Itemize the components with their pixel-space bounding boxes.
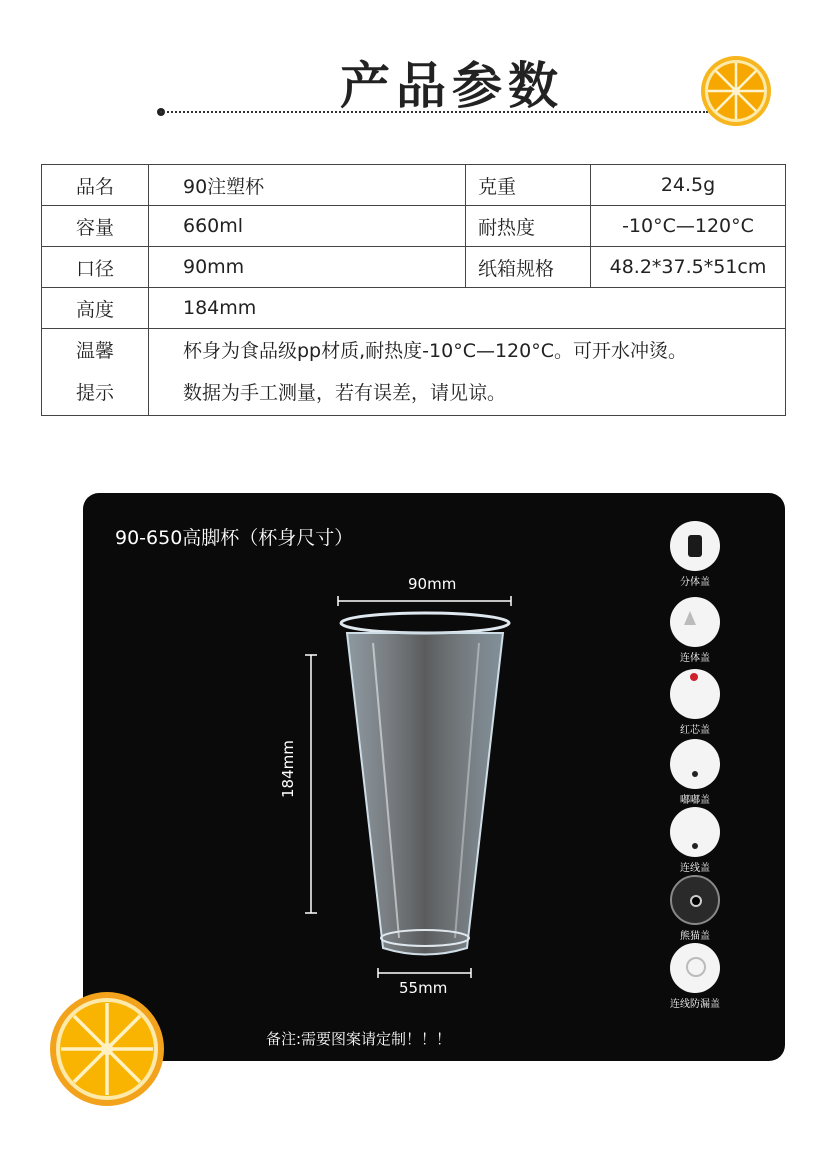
lid-option: [665, 807, 725, 874]
spec-table: [41, 164, 786, 416]
table-row: [42, 247, 786, 288]
note-line: 杯身为食品级pp材质,耐热度-10°C—120°C。可开水冲烫。: [183, 340, 687, 362]
lid-option: [665, 669, 725, 736]
spec-value: 48.2*37.5*51cm: [591, 247, 786, 288]
panel-title: 90-650高脚杯（杯身尺寸）: [115, 527, 354, 549]
spec-label: 纸箱规格: [466, 247, 591, 288]
spec-value: 24.5g: [591, 165, 786, 206]
lid-name: 连线盖: [680, 863, 710, 874]
spec-label: 口径: [42, 247, 149, 288]
spec-value: 90注塑杯: [149, 165, 466, 206]
note-line: 数据为手工测量，若有误差，请见谅。: [183, 382, 507, 404]
spec-label: 品名: [42, 165, 149, 206]
spec-value: 90mm: [149, 247, 466, 288]
panda-lid-icon: [670, 875, 720, 925]
lid-option: [665, 875, 725, 942]
spec-label: 克重: [466, 165, 591, 206]
lid-name: 嘟嘟盖: [680, 795, 710, 806]
linked-lid-icon: [670, 807, 720, 857]
note-text: [149, 329, 786, 416]
note-label-line: 温馨: [75, 340, 114, 362]
page-title: 产品参数: [340, 57, 564, 115]
lid-option: [665, 521, 725, 588]
lid-option: [665, 943, 725, 1010]
split-lid-icon: [670, 521, 720, 571]
note-label-line: 提示: [75, 382, 114, 404]
title-dotted-line: [160, 111, 708, 113]
table-row: [42, 206, 786, 247]
cup-diagram: [283, 583, 523, 1003]
custom-remark: 备注:需要图案请定制！！！: [266, 1030, 452, 1048]
note-label: [42, 329, 149, 416]
spec-label: 耐热度: [466, 206, 591, 247]
lemon-slice-icon: [48, 990, 166, 1108]
leakproof-lid-icon: [670, 943, 720, 993]
lid-name: 分体盖: [680, 577, 710, 588]
lemon-slice-icon: [700, 55, 772, 127]
lid-option: [665, 597, 725, 664]
lid-name: 熊猫盖: [680, 931, 710, 942]
spec-label: 容量: [42, 206, 149, 247]
product-panel: [83, 493, 785, 1061]
bottom-width-label: 55mm: [399, 979, 448, 997]
table-row: [42, 288, 786, 329]
top-width-label: 90mm: [408, 575, 457, 593]
spec-value: 184mm: [149, 288, 786, 329]
table-row: [42, 165, 786, 206]
pout-lid-icon: [670, 739, 720, 789]
spec-value: 660ml: [149, 206, 466, 247]
lid-name: 红芯盖: [680, 725, 710, 736]
attached-lid-icon: [670, 597, 720, 647]
red-core-lid-icon: [670, 669, 720, 719]
table-row: [42, 329, 786, 416]
lid-option: [665, 739, 725, 806]
spec-value: -10°C—120°C: [591, 206, 786, 247]
lid-name: 连线防漏盖: [670, 999, 720, 1010]
lid-name: 连体盖: [680, 653, 710, 664]
spec-label: 高度: [42, 288, 149, 329]
height-label: 184mm: [279, 740, 297, 798]
